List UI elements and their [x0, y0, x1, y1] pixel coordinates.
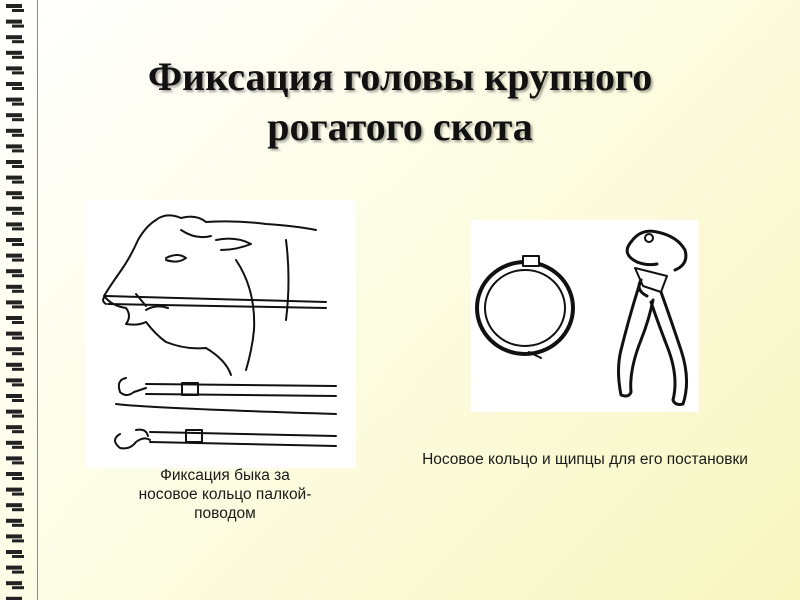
binding-ring	[6, 129, 24, 137]
nose-ring-and-pliers-illustration	[471, 220, 699, 412]
binding-ring	[6, 347, 24, 355]
binding-ring	[6, 581, 24, 589]
binding-ring	[6, 332, 24, 340]
binding-pattern-icon	[0, 0, 36, 600]
binding-ring	[6, 144, 24, 152]
bull-caption	[100, 466, 350, 523]
margin-line	[37, 0, 38, 600]
binding-ring	[6, 20, 24, 28]
binding-ring	[6, 66, 24, 74]
binding-ring	[6, 503, 24, 511]
tools-caption: Носовое кольцо и щипцы для его постановки	[422, 451, 748, 468]
binding-ring	[6, 4, 24, 12]
bull-head-with-staff-icon	[86, 200, 356, 468]
binding-ring	[6, 534, 24, 542]
binding-ring	[6, 519, 24, 527]
binding-ring	[6, 51, 24, 59]
binding-ring	[6, 160, 24, 168]
binding-ring	[6, 176, 24, 184]
binding-ring	[6, 472, 24, 480]
slide-title	[40, 52, 760, 152]
binding-ring	[6, 441, 24, 449]
binding-ring	[6, 363, 24, 371]
binding-ring	[6, 191, 24, 199]
notebook-binding	[0, 0, 36, 600]
binding-ring	[6, 35, 24, 43]
binding-ring	[6, 254, 24, 262]
bull-caption-line-1: Фиксация быка за	[160, 467, 290, 484]
binding-ring	[6, 285, 24, 293]
binding-ring	[6, 394, 24, 402]
binding-ring	[6, 425, 24, 433]
bull-nose-ring-illustration	[86, 200, 356, 468]
binding-ring	[6, 113, 24, 121]
binding-ring	[6, 82, 24, 90]
nose-ring-pliers-icon	[471, 220, 699, 412]
binding-ring	[6, 98, 24, 106]
binding-ring	[6, 207, 24, 215]
binding-ring	[6, 300, 24, 308]
binding-ring	[6, 566, 24, 574]
binding-ring	[6, 378, 24, 386]
title-line-1: Фиксация головы крупного	[147, 54, 653, 99]
binding-ring	[6, 410, 24, 418]
binding-ring	[6, 456, 24, 464]
bull-caption-line-3: поводом	[194, 505, 256, 522]
title-line-2: рогатого скота	[267, 104, 533, 149]
binding-ring	[6, 222, 24, 230]
bull-caption-line-2: носовое кольцо палкой-	[138, 486, 312, 503]
binding-ring	[6, 550, 24, 558]
binding-ring	[6, 238, 24, 246]
binding-ring	[6, 316, 24, 324]
binding-ring	[6, 269, 24, 277]
binding-ring	[6, 488, 24, 496]
